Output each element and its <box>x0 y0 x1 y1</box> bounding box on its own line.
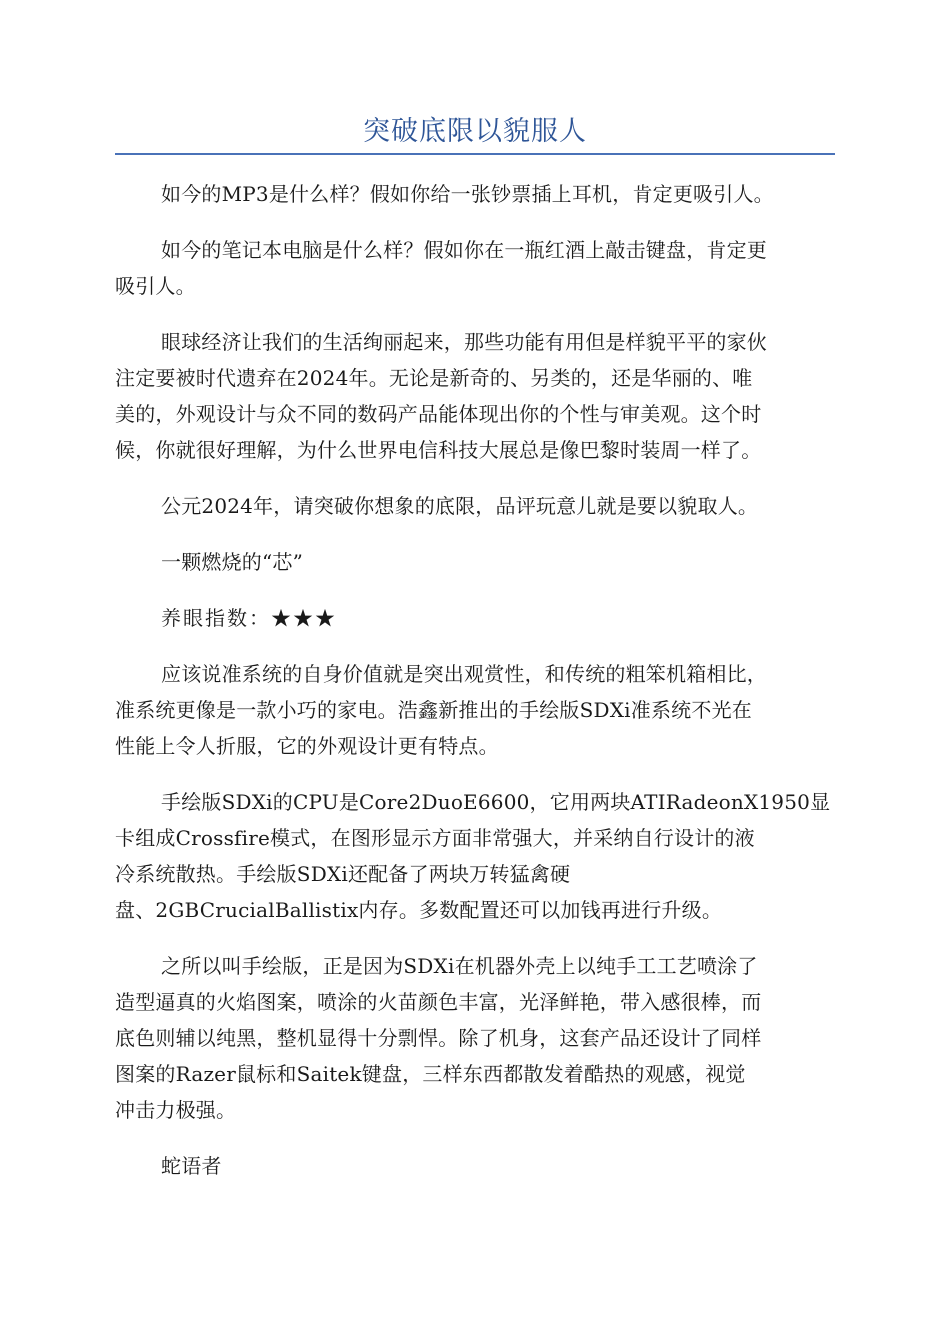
text-line: 美的，外观设计与众不同的数码产品能体现出你的个性与审美观。这个时 <box>115 402 762 426</box>
text-line: 一颗燃烧的“芯” <box>161 550 304 574</box>
rating-line <box>115 600 835 636</box>
paragraph <box>115 488 835 524</box>
paragraph <box>115 176 835 212</box>
text-line: 公元2024年，请突破你想象的底限，品评玩意儿就是要以貌取人。 <box>161 494 759 518</box>
text-line: 图案的Razer鼠标和Saitek键盘，三样东西都散发着酷热的观感，视觉 <box>115 1062 746 1086</box>
paragraph <box>115 656 835 764</box>
text-line: 候，你就很好理解，为什么世界电信科技大展总是像巴黎时装周一样了。 <box>115 438 762 462</box>
text-line: 应该说准系统的自身价值就是突出观赏性，和传统的粗笨机箱相比， <box>161 662 767 686</box>
text-line: 吸引人。 <box>115 274 196 298</box>
text-line: 准系统更像是一款小巧的家电。浩鑫新推出的手绘版SDXi准系统不光在 <box>115 698 752 722</box>
author-line <box>115 1148 835 1184</box>
text-line: 底色则辅以纯黑，整机显得十分剽悍。除了机身，这套产品还设计了同样 <box>115 1026 762 1050</box>
text-line: 手绘版SDXi的CPU是Core2DuoE6600，它用两块ATIRadeonX1950显 <box>161 790 831 814</box>
title-underline <box>115 153 835 155</box>
text-line: 眼球经济让我们的生活绚丽起来，那些功能有用但是样貌平平的家伙 <box>161 330 767 354</box>
text-line: 之所以叫手绘版，正是因为SDXi在机器外壳上以纯手工工艺喷涂了 <box>161 954 758 978</box>
paragraph <box>115 784 835 928</box>
paragraph <box>115 232 835 304</box>
document-title: 突破底限以貌服人 <box>363 116 587 147</box>
paragraph <box>115 324 835 468</box>
text-line: 注定要被时代遗弃在2024年。无论是新奇的、另类的，还是华丽的、唯 <box>115 366 753 390</box>
text-line: 蛇语者 <box>161 1154 222 1178</box>
text-line: 如今的MP3是什么样？假如你给一张钞票插上耳机，肯定更吸引人。 <box>161 182 774 206</box>
text-line: 盘、2GBCrucialBallistix内存。多数配置还可以加钱再进行升级。 <box>115 898 723 922</box>
document-body <box>115 176 835 1204</box>
text-line: 卡组成Crossfire模式，在图形显示方面非常强大，并采纳自行设计的液 <box>115 826 755 850</box>
section-heading <box>115 544 835 580</box>
text-line: 如今的笔记本电脑是什么样？假如你在一瓶红酒上敲击键盘，肯定更 <box>161 238 767 262</box>
text-line: 性能上令人折服，它的外观设计更有特点。 <box>115 734 499 758</box>
text-line: 造型逼真的火焰图案，喷涂的火苗颜色丰富，光泽鲜艳，带入感很棒，而 <box>115 990 762 1014</box>
paragraph <box>115 948 835 1128</box>
text-line: 冷系统散热。手绘版SDXi还配备了两块万转猛禽硬 <box>115 862 571 886</box>
text-line: 冲击力极强。 <box>115 1098 237 1122</box>
text-line: 养眼指数：★★★ <box>161 606 337 630</box>
